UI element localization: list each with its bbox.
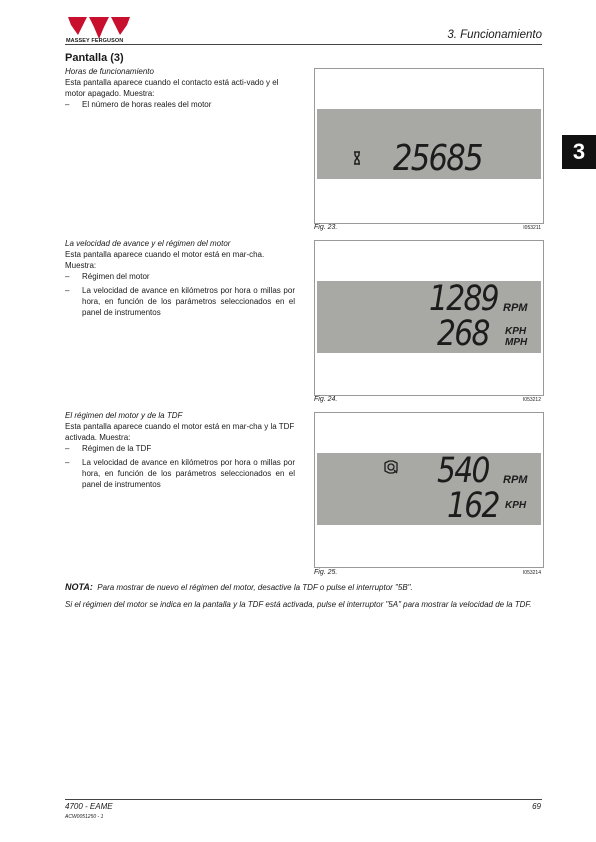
footer-model: 4700 - EAME (65, 802, 113, 811)
hours-readout: 25685 (393, 138, 482, 179)
page-number: 69 (532, 802, 541, 811)
pto-icon (383, 459, 399, 475)
lcd-display (317, 109, 541, 179)
list-item-text: El número de horas reales del motor (82, 100, 212, 109)
list-item-text: La velocidad de avance en kilómetros por hora o millas por hora, en función de los parámetros seleccionados en el panel de instrumentos (82, 458, 295, 489)
hourglass-icon (353, 151, 361, 165)
page-title: Pantalla (3) (65, 52, 124, 64)
lcd-display (317, 453, 541, 525)
rpm-readout: 1289 (429, 279, 498, 319)
mph-unit: MPH (505, 337, 528, 348)
list-dash: – (65, 100, 70, 109)
chapter-tab: 3 (562, 135, 596, 169)
figure-caption: Fig. 24. (314, 396, 338, 403)
section-body: Esta pantalla aparece cuando el contacto está acti-vado y el motor apagado. Muestra: (65, 78, 279, 98)
footer-rule (65, 799, 542, 800)
footer-code: ACW0051250 - 1 (65, 814, 104, 820)
speed-readout: 162 (447, 486, 499, 526)
kph-unit: KPH (505, 500, 527, 511)
figure-caption: Fig. 23. (314, 224, 338, 231)
list-dash: – (65, 286, 70, 295)
list-item (65, 99, 295, 110)
brand-name: MASSEY FERGUSON (66, 38, 124, 44)
note-text: Para mostrar de nuevo el régimen del motor, desactive la TDF o pulse el interruptor "5B". (97, 583, 413, 592)
section-subtitle: El régimen del motor y de la TDF (65, 411, 183, 420)
note (65, 582, 545, 593)
note-label: NOTA: (65, 582, 93, 592)
list-item (65, 443, 295, 454)
list-dash: – (65, 272, 70, 281)
figure-25 (314, 412, 544, 568)
kph-unit: KPH (505, 326, 527, 337)
list-dash: – (65, 458, 70, 467)
section-engine-pto (65, 410, 295, 490)
speed-readout: 268 (437, 314, 489, 354)
header-rule (65, 44, 542, 45)
pto-rpm-readout: 540 (437, 451, 489, 491)
lcd-display (317, 281, 541, 353)
figure-24 (314, 240, 544, 396)
rpm-unit: RPM (503, 474, 528, 486)
list-item (65, 271, 295, 282)
list-item-text: Régimen de la TDF (82, 444, 152, 453)
section-speed-rpm (65, 238, 295, 318)
section-body: Esta pantalla aparece cuando el motor está en mar-cha y la TDF activada. Muestra: (65, 422, 295, 442)
rpm-unit: RPM (503, 302, 528, 314)
figure-id: I053211 (523, 225, 541, 231)
section-hours (65, 66, 295, 110)
chapter-title: 3. Funcionamiento (447, 29, 542, 41)
figure-id: I053214 (522, 570, 541, 576)
figure-id: I053212 (522, 397, 541, 403)
figure-caption: Fig. 25. (314, 569, 338, 576)
figure-23 (314, 68, 544, 224)
note-text-2: Si el régimen del motor se indica en la pantalla y la TDF está activada, pulse el interruptor "5A" para mostrar la velocidad de la TDF. (65, 600, 532, 609)
section-body: Esta pantalla aparece cuando el motor está en mar-cha. Muestra: (65, 250, 265, 270)
list-item (65, 285, 295, 318)
list-item-text: Régimen del motor (82, 272, 150, 281)
list-item-text: La velocidad de avance en kilómetros por hora o millas por hora, en función de los parámetros seleccionados en el panel de instrumentos (82, 286, 295, 317)
list-item (65, 457, 295, 490)
section-subtitle: La velocidad de avance y el régimen del motor (65, 239, 231, 248)
list-dash: – (65, 444, 70, 453)
section-subtitle: Horas de funcionamiento (65, 67, 154, 76)
